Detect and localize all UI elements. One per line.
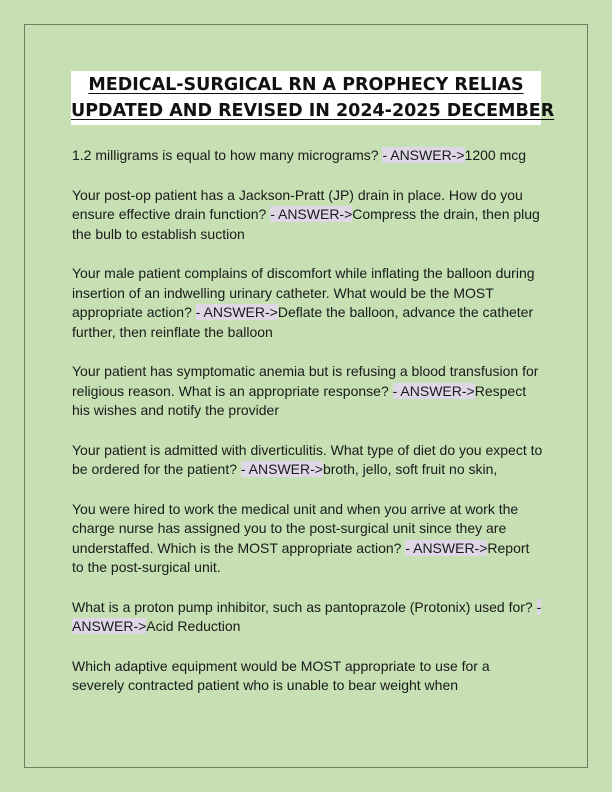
answer-text: Acid Reduction [146,618,241,634]
answer-text: Report to the post-surgical unit. [72,539,530,575]
question-text: Which adaptive equipment would be MOST appropriate to use for a severely contracted patient who is unable to bear weight when [72,657,490,693]
question-text: Your male patient complains of discomfort while inflating the balloon during insertion of an indwelling urinary catheter. What would be the MOST appropriate action? [72,265,535,320]
answer-marker: - ANSWER-> [240,461,323,477]
question-text: You were hired to work the medical unit and when you arrive at work the charge nurse has assigned you to the post-surgical unit since they are understaffed. Which is the MOST appropriate action? [72,500,519,556]
answer-text: Compress the drain, then plug the bulb to establish suction [72,206,540,242]
answer-marker: - ANSWER-> [405,539,488,556]
answer-marker: - ANSWER-> [195,304,278,320]
answer-marker: - ANSWER-> [270,206,353,222]
answer-text: Deflate the balloon, advance the catheter further, then reinflate the balloon [72,304,534,340]
qa-item [72,146,544,166]
qa-item [72,362,544,421]
question-text: Your patient is admitted with diverticulitis. What type of diet do you expect to be ordered for the patient? [72,441,543,477]
question-text: Your post-op patient has a Jackson-Pratt (JP) drain in place. How do you ensure effective drain function? [72,186,523,222]
qa-item [72,598,544,637]
answer-text: broth, jello, soft fruit no skin, [322,461,498,477]
title-line-2: UPDATED AND REVISED IN 2024-2025 DECEMBER [71,101,555,121]
qa-item [72,186,544,245]
qa-item [72,441,544,480]
qa-list [72,146,544,716]
question-text: 1.2 milligrams is equal to how many micrograms? [72,147,379,163]
document-title [71,71,555,125]
answer-marker: - ANSWER-> [392,382,475,399]
qa-item [72,500,544,578]
answer-marker: - ANSWER-> [382,147,465,163]
answer-marker: - ANSWER-> [72,598,542,634]
answer-text: 1200 mcg [464,147,527,163]
qa-item [72,657,544,696]
question-text: What is a proton pump inhibitor, such as pantoprazole (Protonix) used for? [72,598,533,615]
question-text: Your patient has symptomatic anemia but is refusing a blood transfusion for religious reason. What is an appropriate response? [72,363,539,399]
answer-text: Respect his wishes and notify the provider [72,382,527,418]
title-line-1: MEDICAL-SURGICAL RN A PROPHECY RELIAS [88,75,524,95]
qa-item [72,264,544,342]
